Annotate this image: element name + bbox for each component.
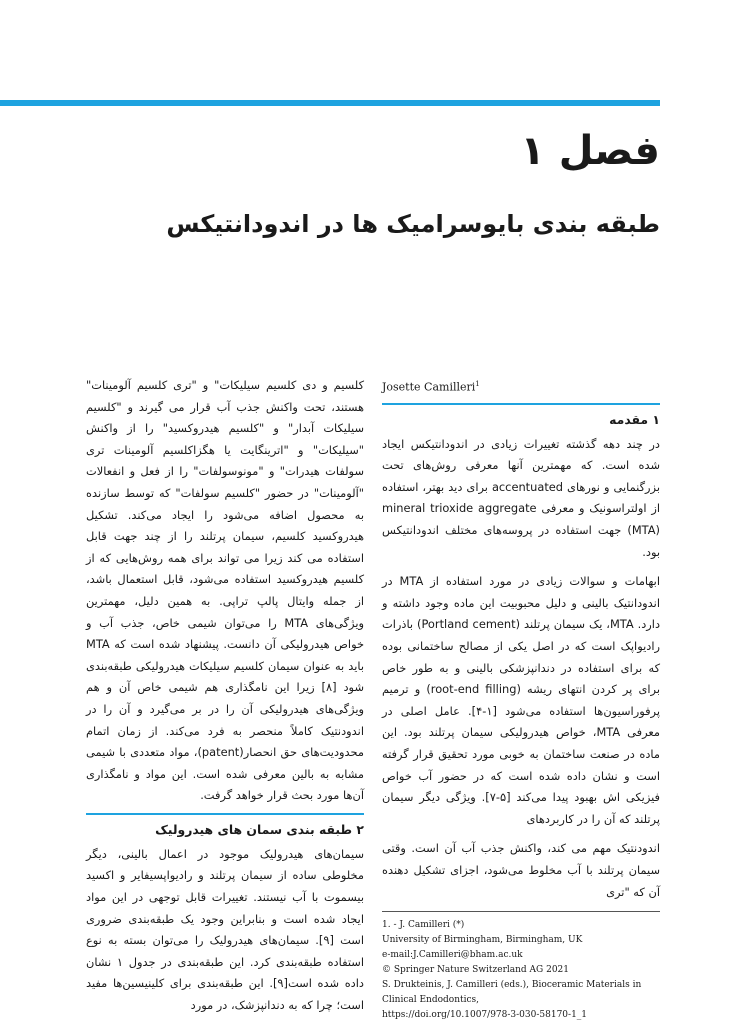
author-affiliation-mark: 1 [475, 380, 480, 388]
chapter-title: فصل ۱ [520, 128, 660, 174]
left-column [86, 375, 364, 1017]
paragraph: ابهامات و سوالات زیادی در مورد استفاده از MTA در اندودانتیک بالینی و دلیل محبوبیت این ماده وجود داشته و دارد. MTA، یک سیمان پرتلند (Portland cement) باذرات رادیواپک است که در اصل یکی از مصالح ساختمانی بوده که برای استفاده در دندانپزشکی بالینی و به طور خاص برای پر کردن انتهای ریشه (root-end filling) و ترمیم پرفوراسیون‌ها استفاده می‌شود [۱-۴]. عامل اصلی در معرفی MTA، خواص هیدرولیکی سیمان پرتلند بود. این ماده در صنعت ساختمان به خوبی مورد تحقیق قرار گرفته است و نشان داده شده است که در حضور آب خواص فیزیکی اش بهبود پیدا می‌کند [۵-۷]. ویژگی دیگر سیمان پرتلند که آن را در کاربردهای [382, 574, 661, 826]
footnote-line: 1. - J. Camilleri (*) [382, 920, 465, 931]
paragraph: اندودنتیک مهم می کند، واکنش جذب آب آن است. وقتی سیمان پرتلند با آب مخلوط می‌شود، اجزای تشکیل دهنده آن که "تری [382, 841, 660, 899]
footnote [382, 911, 660, 1023]
section-heading-classification: ۲ طبقه بندی سمان های هیدرولیک [86, 813, 364, 840]
chapter-subtitle: طبقه بندی بایوسرامیک ها در اندودانتیکس [166, 210, 660, 238]
footnote-copyright: © Springer Nature Switzerland AG 2021 [382, 965, 570, 976]
paragraph: در چند دهه گذشته تغییرات زیادی در اندودانتیکس ایجاد شده است. که مهمترین آنها معرفی روش‌های تحت بزرگنمایی و نورهای accentuated برای دید بهتر، استفاده از اولتراسونیک و معرفی mineral trioxide aggregate (MTA) جهت استفاده در پروسه‌های مختلف اندودانتیکس بود. [382, 436, 660, 559]
section-heading-introduction: ۱ مقدمه [382, 403, 660, 430]
top-accent-rule [0, 100, 660, 106]
footnote-citation: S. Drukteinis, J. Camilleri (eds.), Bioceramic Materials in Clinical Endodontics, [382, 980, 642, 1006]
footnote-doi: https://doi.org/10.1007/978-3-030-58170-1_1 [382, 1010, 588, 1021]
footnote-email: e-mail:J.Camilleri@bham.ac.uk [382, 950, 523, 961]
author-name: Josette Camilleri [382, 380, 476, 394]
right-column [382, 375, 660, 1023]
paragraph: سیمان‌های هیدرولیک موجود در اعمال بالینی، دیگر مخلوطی ساده از سیمان پرتلند و رادیواپسیفایر و اکسید بیسموت با آب نیستند. تغییرات قابل توجهی در این مواد ایجاد شده است و بنابراین وجود یک طبقه‌بندی ضروری است [۹]. سیمان‌های هیدرولیک را می‌توان بسته به نوع استفاده طبقه‌بندی کرد. این طبقه‌بندی در جدول ۱ نشان داده شده است[۹]. این طبقه‌بندی برای کلینیسین‌ها مفید است؛ چرا که به دندانپزشک، در مورد [86, 846, 364, 1013]
author-line [382, 375, 660, 397]
footnote-line: University of Birmingham, Birmingham, UK [382, 935, 583, 946]
paragraph: کلسیم و دی کلسیم سیلیکات" و "تری کلسیم آلومینات" هستند، تحت واکنش جذب آب قرار می گیرند و "کلسیم سیلیکات آبدار" و "کلسیم هیدروکسید" را از واکنش "سیلیکات" و "اترینگایت یا هگزاکلسیم آلومینات تری سولفات هیدرات" و "مونوسولفات" را از فعل و انفعالات "آلومینات" در حضور "کلسیم سولفات" که توسط سازنده به محصول اضافه می‌شود را ایجاد می‌کند. تشکیل هیدروکسید کلسیم، سیمان پرتلند را از چند جهت قابل استفاده می کند زیرا می تواند برای همه روش‌هایی که از کلسیم هیدروکسید استفاده می‌شود، قابل استعمال باشد، از جمله وایتال پالپ تراپی. به همین دلیل، مهمترین ویژگی‌های MTA را می‌توان شیمی خاص، جذب آب و خواص هیدرولیکی آن دانست. پیشنهاد شده است که MTA باید به عنوان سیمان کلسیم سیلیکات هیدرولیکی طبقه‌بندی شود [۸] زیرا این نامگذاری هم شیمی خاص آن و هم ویژگی‌های هیدرولیکی آن را در بر می‌گیرد و آن را در اندودنتیک کاملاً منحصر به فرد می‌کند. از زمان اتمام محدودیت‌های حق انحصار(patent)، مواد متعددی با شیمی مشابه به بالین معرفی شده است. این مواد و نامگذاری آن‌ها مورد بحث قرار خواهد گرفت. [86, 378, 365, 803]
